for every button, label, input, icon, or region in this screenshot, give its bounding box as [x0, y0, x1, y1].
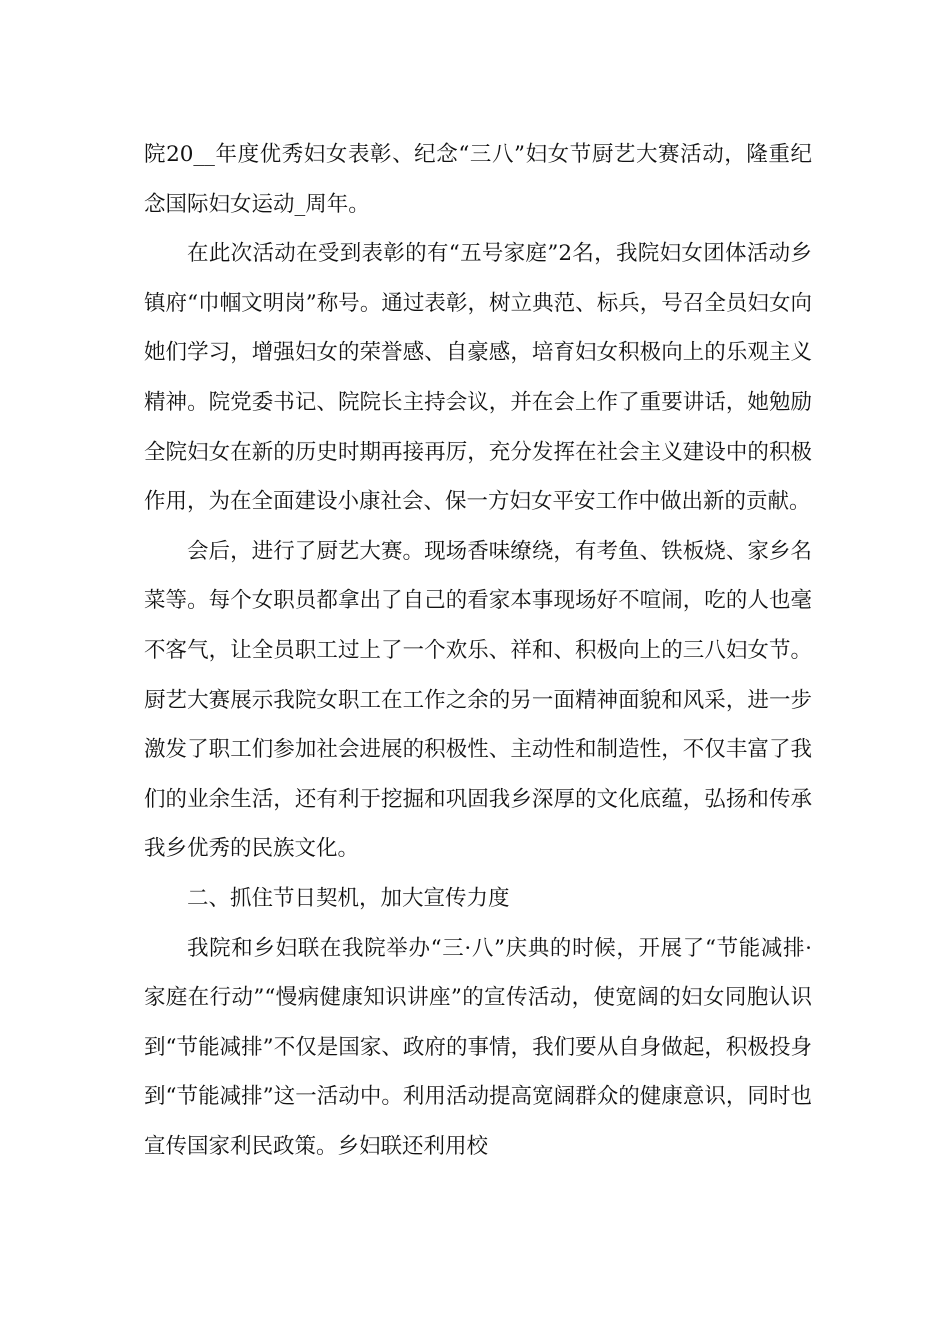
- paragraph-cooking-contest: 会后，进行了厨艺大赛。现场香味缭绕，有考鱼、铁板烧、家乡名菜等。每个女职员都拿出了自己的看家本事现场好不喧闹，吃的人也毫不客气，让全员职工过上了一个欢乐、祥和、积极向上的三八妇女节。厨艺大赛展示我院女职工在工作之余的另一面精神面貌和风采，进一步激发了职工们参加社会进展的积极性、主动性和制造性，不仅丰富了我们的业余生活，还有利于挖掘和巩固我乡深厚的文化底蕴，弘扬和传承我乡优秀的民族文化。: [144, 538, 812, 862]
- paragraph-continuation: 院20__年度优秀妇女表彰、纪念“三八”妇女节厨艺大赛活动，隆重纪念国际妇女运动_周年。: [144, 142, 812, 217]
- paragraph-publicity: 我院和乡妇联在我院举办“三·八”庆典的时候，开展了“节能减排·家庭在行动”“慢病健康知识讲座”的宣传活动，使宽阔的妇女同胞认识到“节能减排”不仅是国家、政府的事情，我们要从自身做起，积极投身到“节能减排”这一活动中。利用活动提高宽阔群众的健康意识，同时也宣传国家利民政策。乡妇联还利用校: [144, 935, 812, 1159]
- document-body: [144, 130, 812, 1171]
- section-heading: 二、抓住节日契机，加大宣传力度: [187, 885, 510, 911]
- paragraph-commendation: 在此次活动在受到表彰的有“五号家庭”2名，我院妇女团体活动乡镇府“巾帼文明岗”称号。通过表彰，树立典范、标兵，号召全员妇女向她们学习，增强妇女的荣誉感、自豪感，培育妇女积极向上的乐观主义精神。院党委书记、院院长主持会议，并在会上作了重要讲话，她勉励全院妇女在新的历史时期再接再厉，充分发挥在社会主义建设中的积极作用，为在全面建设小康社会、保一方妇女平安工作中做出新的贡献。: [144, 241, 812, 515]
